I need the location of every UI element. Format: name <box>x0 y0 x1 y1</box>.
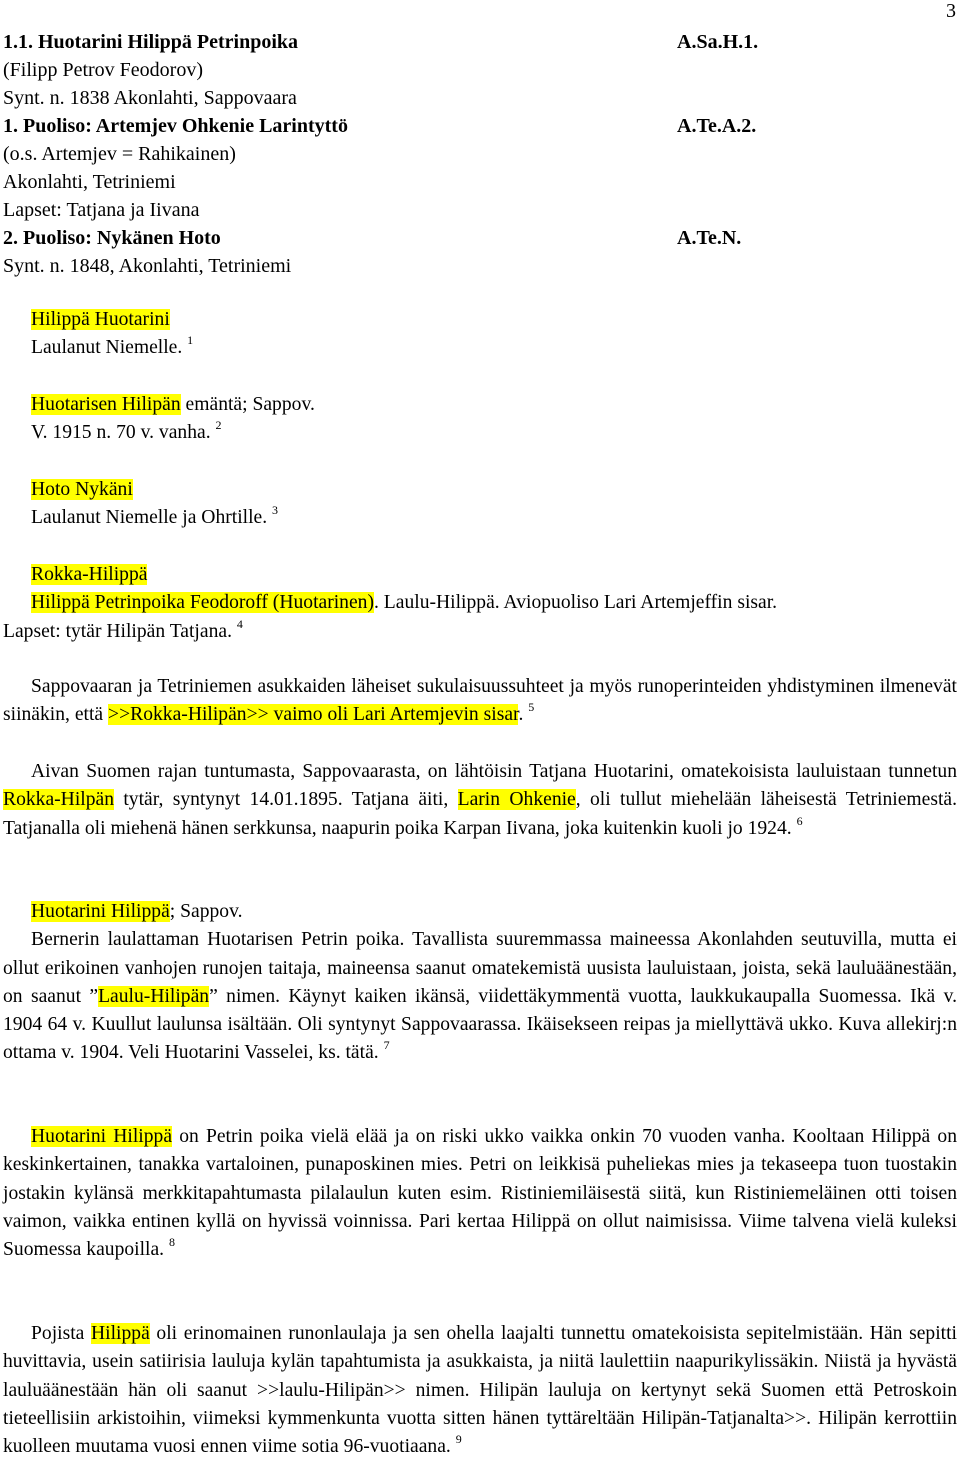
paragraph-text: tytär, syntynyt 14.01.1895. Tatjana äiti, <box>114 789 458 811</box>
person-code: A.Sa.H.1. <box>677 31 759 53</box>
footnote-ref: 9 <box>455 1432 462 1447</box>
header-line-4 <box>3 112 783 140</box>
header-line-2: (Filipp Petrov Feodorov) <box>3 59 203 81</box>
header-line-1 <box>3 28 783 56</box>
entry-2-name: Huotarisen Hilipän <box>31 394 181 415</box>
spouse-2-code: A.Te.N. <box>677 227 742 249</box>
entry-3-text: Laulanut Niemelle ja Ohrtille. <box>31 507 273 529</box>
header-line-7: Lapset: Tatjana ja Iivana <box>3 199 200 221</box>
entry-4 <box>3 561 957 646</box>
entry-4-text: Lapset: tytär Hilipän Tatjana. <box>3 620 237 642</box>
footnote-ref: 7 <box>383 1038 390 1053</box>
paragraph-text: Bernerin laulattaman Huotarisen Petrin poika. Tavallista suuremmassa maineessa Akonlahden seutuvilla, mutta ei ollut erikoinen vanhojen runojen taitaja, maineensa saanut omatekemistä uusista lauluistaan, joista, sekä lauluäänestään, on saanut ” <box>3 929 957 1007</box>
footnote-ref: 8 <box>168 1235 175 1250</box>
paragraph-text: ” nimen. Käynyt kaiken ikänsä, viidettäkymmentä vuotta, laukkukaupalla Suomessa. Ikä v. 1904 64 v. Kuullut laulunsa isältään. Oli syntynyt Sappovaarassa. Ikäisekseen reipas ja miellyttävä ukko. Kuva allekirj:n ottama v. 1904. Veli Huotarini Vasselei, ks. tätä. <box>3 985 957 1064</box>
paragraph-text: on Petrin poika vielä elää ja on riski ukko vaikka onkin 70 vuoden vanha. Kooltaan Hilippä on keskinkertainen, tanakka vartaloinen, punaposkinen mies. Petri on leikkisä puheliekas mies ja tekaseepa tuon tuostakin jostakin kylänsä merkkitapahtumasta pilalaulun kuten esim. Ristiniemiläisestä siitä, kun Ristiniemeläinen otti toisen vaimon, vaikka entinen kyllä on hyvissä voinnissa. Pari kertaa Hilippä on ollut naimisissa. Viime talvena vielä kuleksi Suomessa kaupoilla. <box>3 1126 958 1261</box>
spouse-1-name: 1. Puoliso: Artemjev Ohkenie Larintyttö <box>3 115 348 137</box>
person-name: 1.1. Huotarini Hilippä Petrinpoika <box>3 31 299 53</box>
footnote-ref: 1 <box>187 333 194 348</box>
paragraph-text: oli erinomainen runonlaulaja ja sen ohella laajalti tunnettu omatekoisista sepitelmistään. Hän sepitti huvittavia, usein satiirisia lauluja kylän tapahtumista ja asukkaista, ja niitä laulettiin naapurikylissäkin. Niistä ja hyvästä lauluäänestään hän oli saanut >>laulu-Hilipän>> nimen. Hilipän lauluja on kertynyt sekä Suomen että Petroskoin tieteellisiin arkistoihin, viimeksi kymmenkunta vuotta sitten hänen tyttäreltään Hilipän-Tatjanalta>>. Hilipän kerrottiin kuolleen muutama vuosi ennen viime sotia 96-vuotiaana. <box>3 1323 957 1458</box>
paragraph-text: , oli tullut miehelään läheisestä Tetriniemestä. Tatjanalla oli miehenä hänen serkkunsa, naapurin poika Karpan Iivana, joka kuitenkin kuoli jo 1924. <box>3 789 957 839</box>
entry-1 <box>3 306 960 363</box>
header-line-5: (o.s. Artemjev = Rahikainen) <box>3 143 236 165</box>
paragraph-text: ; Sappov. <box>169 901 243 922</box>
highlighted-text: Larin Ohkenie <box>457 789 576 811</box>
header-line-3: Synt. n. 1838 Akonlahti, Sappovaara <box>3 87 297 109</box>
paragraph-8 <box>3 1123 957 1264</box>
entry-4-rest: . Laulu-Hilippä. Aviopuoliso Lari Artemjeffin sisar. <box>374 592 778 614</box>
entry-3 <box>3 476 960 533</box>
highlighted-text: Laulu-Hilipän <box>98 985 210 1007</box>
entry-1-name: Hilippä Huotarini <box>31 309 170 330</box>
entry-4-full-name: Hilippä Petrinpoika Feodoroff (Huotarinen) <box>31 592 374 614</box>
spouse-2-name: 2. Puoliso: Nykänen Hoto <box>3 227 221 249</box>
header-line-9: Synt. n. 1848, Akonlahti, Tetriniemi <box>3 255 292 277</box>
highlighted-text: Huotarini Hilippä <box>31 1126 173 1147</box>
entry-2 <box>3 391 960 448</box>
footnote-ref: 5 <box>528 700 535 715</box>
entry-3-name: Hoto Nykäni <box>31 479 133 500</box>
header-line-6: Akonlahti, Tetriniemi <box>3 171 176 193</box>
paragraph-5 <box>3 673 957 730</box>
entry-2-text: V. 1915 n. 70 v. vanha. <box>31 422 216 444</box>
spouse-1-code: A.Te.A.2. <box>677 115 757 137</box>
footnote-ref: 4 <box>236 616 243 631</box>
page-number: 3 <box>946 0 956 22</box>
paragraph-9 <box>3 1320 957 1461</box>
entry-2-rest: emäntä; Sappov. <box>180 394 315 415</box>
highlighted-text: Hilippä <box>91 1323 150 1344</box>
highlighted-text: Huotarini Hilippä <box>31 901 170 922</box>
highlighted-text: Rokka-Hilpän <box>3 789 115 811</box>
header-line-8 <box>3 224 783 252</box>
paragraph-text: . <box>518 704 529 726</box>
entry-1-text: Laulanut Niemelle. <box>31 337 188 359</box>
paragraph-7 <box>3 898 957 1068</box>
paragraph-text: Sappovaaran ja Tetriniemen asukkaiden läheiset sukulaisuussuhteet ja myös runoperinteiden yhdistyminen ilmenevät siinäkin, että <box>3 676 957 726</box>
entry-4-name: Rokka-Hilippä <box>31 564 148 585</box>
footnote-ref: 3 <box>272 503 279 518</box>
footnote-ref: 6 <box>796 813 803 828</box>
paragraph-6 <box>3 758 957 843</box>
footnote-ref: 2 <box>215 418 222 433</box>
paragraph-text: Aivan Suomen rajan tuntumasta, Sappovaarasta, on lähtöisin Tatjana Huotarini, omatekoisista lauluistaan tunnetun <box>31 761 957 782</box>
paragraph-text: Pojista <box>31 1323 91 1344</box>
highlighted-text: >>Rokka-Hilipän>> vaimo oli Lari Artemjevin sisar <box>108 704 519 726</box>
